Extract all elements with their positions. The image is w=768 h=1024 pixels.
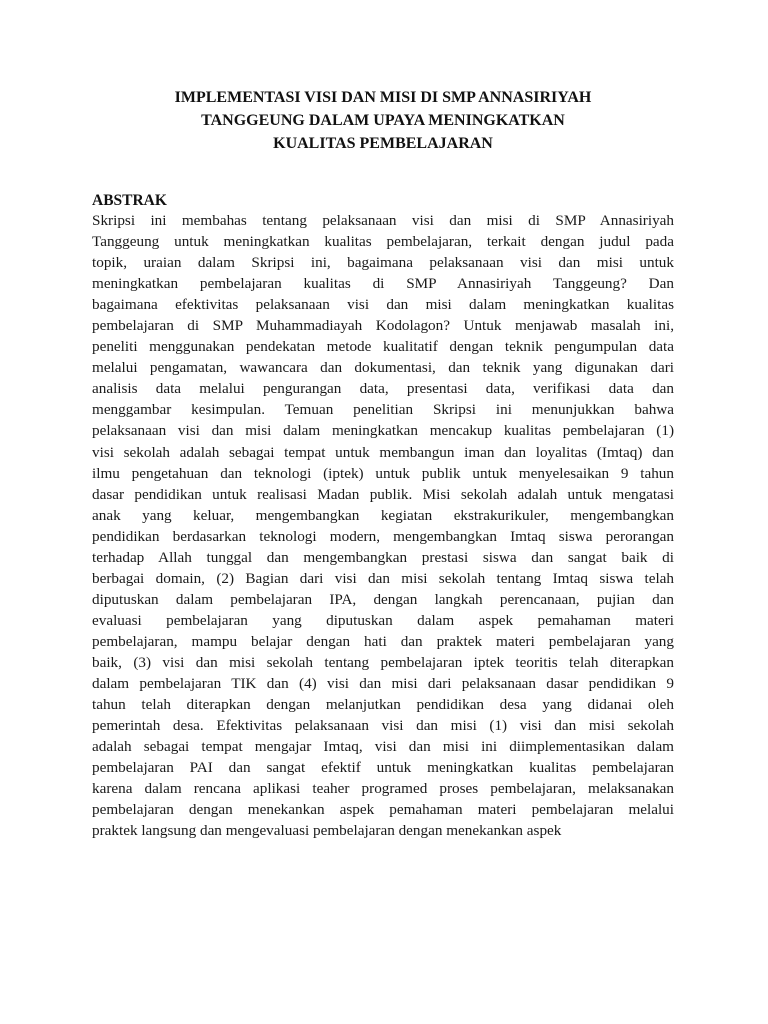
title-line: KUALITAS PEMBELAJARAN — [273, 135, 493, 152]
abstract-line: pelaksanaan visi dan misi dalam meningkatkan mencakup kualitas pembelajaran (1) — [92, 422, 674, 440]
abstract-line: bagaimana efektivitas pelaksanaan visi dan misi dalam meningkatkan kualitas — [92, 296, 674, 314]
abstract-line: diputuskan dalam pembelajaran IPA, dengan langkah perencanaan, pujian dan — [92, 590, 674, 608]
abstract-line: berbagai domain, (2) Bagian dari visi dan misi sekolah tentang Imtaq siswa telah — [92, 569, 674, 587]
abstract-line: anak yang keluar, mengembangkan kegiatan ekstrakurikuler, mengembangkan — [92, 506, 674, 524]
abstract-line: evaluasi pembelajaran yang diputuskan dalam aspek pemahaman materi — [92, 611, 674, 629]
abstract-line: Skripsi ini membahas tentang pelaksanaan visi dan misi di SMP Annasiriyah — [92, 212, 674, 229]
title-line: IMPLEMENTASI VISI DAN MISI DI SMP ANNASIRIYAH — [174, 89, 592, 106]
abstract-line: ilmu pengetahuan dan teknologi (iptek) untuk publik untuk menyelesaikan 9 tahun — [92, 464, 674, 482]
abstract-line: pembelajaran dengan menekankan aspek pemahaman materi pembelajaran melalui — [92, 801, 674, 819]
abstract-line: tahun telah diterapkan dengan melanjutkan pendidikan desa yang didanai oleh — [92, 696, 674, 714]
abstract-line: topik, uraian dalam Skripsi ini, bagaimana pelaksanaan visi dan misi untuk — [92, 254, 674, 272]
abstract-line: dalam pembelajaran TIK dan (4) visi dan misi dari pelaksanaan dasar pendidikan 9 — [92, 675, 674, 693]
abstract-heading: ABSTRAK — [92, 192, 167, 209]
abstract-line: baik, (3) visi dan misi sekolah tentang pembelajaran iptek teoritis telah diterapkan — [92, 653, 674, 671]
abstract-line: melalui pengamatan, wawancara dan dokumentasi, dan teknik yang digunakan dari — [92, 359, 674, 377]
abstract-line: pembelajaran, mampu belajar dengan hati dan praktek materi pembelajaran yang — [92, 632, 674, 650]
abstract-line: menggambar kesimpulan. Temuan penelitian Skripsi ini menunjukkan bahwa — [92, 401, 674, 419]
abstract-line: praktek langsung dan mengevaluasi pembelajaran dengan menekankan aspek — [92, 822, 562, 840]
abstract-line: karena dalam rencana aplikasi teaher programed proses pembelajaran, melaksanakan — [92, 780, 674, 798]
abstract-line: pemerintah desa. Efektivitas pelaksanaan visi dan misi (1) visi dan misi sekolah — [92, 717, 674, 735]
abstract-line: pembelajaran di SMP Muhammadiayah Kodolagon? Untuk menjawab masalah ini, — [92, 317, 674, 335]
document-title — [90, 86, 676, 155]
abstract-line: Tanggeung untuk meningkatkan kualitas pembelajaran, terkait dengan judul pada — [92, 233, 674, 251]
abstract-line: dasar pendidikan untuk realisasi Madan publik. Misi sekolah adalah untuk mengatasi — [92, 485, 674, 503]
abstract-line: peneliti menggunakan pendekatan metode kualitatif dengan teknik pengumpulan data — [92, 338, 674, 356]
abstract-line: adalah sebagai tempat mengajar Imtaq, visi dan misi ini diimplementasikan dalam — [92, 738, 674, 756]
abstract-line: meningkatkan pembelajaran kualitas di SMP Annasiriyah Tanggeung? Dan — [92, 275, 674, 293]
abstract-line: pembelajaran PAI dan sangat efektif untuk meningkatkan kualitas pembelajaran — [92, 759, 674, 777]
abstract-line: pendidikan berdasarkan teknologi modern, mengembangkan Imtaq siswa perorangan — [92, 527, 674, 545]
abstract-line: terhadap Allah tunggal dan mengembangkan prestasi siswa dan sangat baik di — [92, 548, 674, 566]
abstract-line: analisis data melalui pengurangan data, presentasi data, verifikasi data dan — [92, 380, 674, 398]
abstract-body — [92, 210, 674, 841]
title-line: TANGGEUNG DALAM UPAYA MENINGKATKAN — [201, 112, 565, 129]
abstract-line: visi sekolah adalah sebagai tempat untuk membangun iman dan loyalitas (Imtaq) dan — [92, 443, 674, 461]
